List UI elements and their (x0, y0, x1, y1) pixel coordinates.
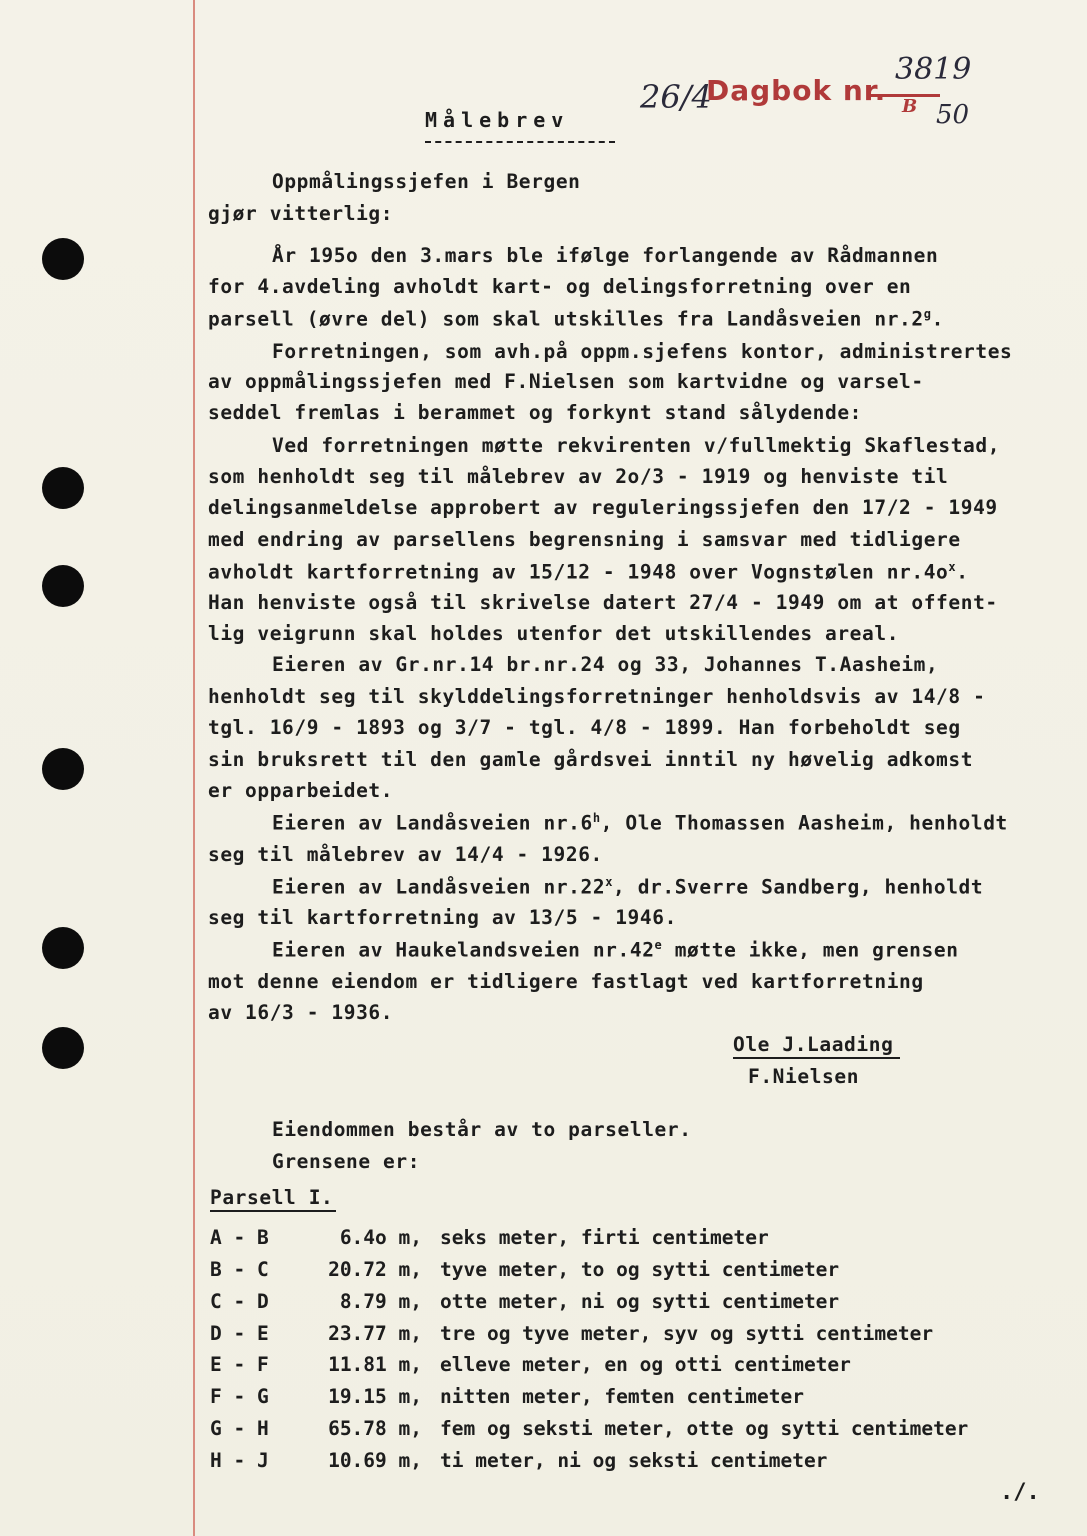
body-line: for 4.avdeling avholdt kart- og delingsforretning over en (208, 275, 912, 298)
body-line: Eieren av Landåsveien nr.6$^h$, Ole Thomassen Aasheim, henholdt (272, 811, 1008, 835)
signature-1: Ole J.Laading (733, 1033, 894, 1056)
stamp-letter: B (902, 96, 918, 117)
body-line: er opparbeidet. (208, 779, 394, 802)
body-line: delingsanmeldelse approbert av reguleringssjefen den 17/2 - 1949 (208, 496, 998, 519)
body-line: avholdt kartforretning av 15/12 - 1948 over Vognstølen $nr.4o^x$. (208, 560, 969, 584)
superscript: g (923, 307, 932, 321)
boundary-segment: H - J (210, 1449, 269, 1472)
signature-2: F.Nielsen (748, 1065, 860, 1088)
body-line: med endring av parsellens begrensning i samsvar med tidligere (208, 528, 961, 551)
boundary-text: elleve meter, en og otti centimeter (440, 1353, 851, 1376)
boundary-length: 19.15 m, (328, 1385, 422, 1408)
body-line: tgl. 16/9 - 1893 og 3/7 - tgl. 4/8 - 1899. Han forbeholdt seg (208, 716, 961, 739)
intro-line: Eiendommen består av to parseller. (272, 1118, 692, 1141)
superscript: x (605, 875, 614, 889)
superscript: e (654, 938, 663, 952)
boundary-segment: E - F (210, 1353, 269, 1376)
boundary-text: seks meter, firti centimeter (440, 1226, 769, 1249)
punch-hole (42, 565, 84, 607)
parcel-heading-underline (210, 1210, 336, 1212)
intro-line: Grensene er: (272, 1150, 421, 1173)
continuation-mark: ./. (1000, 1480, 1040, 1505)
boundary-length: 23.77 m, (328, 1322, 422, 1345)
boundary-segment: G - H (210, 1417, 269, 1440)
handwritten-number: 3819 (895, 52, 972, 87)
body-line: sin bruksrett til den gamle gårdsvei inntil ny høvelig adkomst (208, 748, 974, 771)
handwritten-date: 26/4 (640, 78, 712, 116)
body-line: lig veigrunn skal holdes utenfor det utskillendes areal. (208, 622, 900, 645)
body-line: Oppmålingssjefen i Bergen (272, 170, 581, 193)
margin-line (193, 0, 195, 1536)
boundary-length: 20.72 m, (328, 1258, 422, 1281)
superscript: h (592, 811, 601, 825)
boundary-segment: B - C (210, 1258, 269, 1281)
body-line: parsell (øvre del) som skal utskilles fra Landåsveien nr.2$^g$. (208, 307, 944, 331)
body-line: av oppmålingssjefen med F.Nielsen som kartvidne og varsel- (208, 370, 924, 393)
boundary-segment: D - E (210, 1322, 269, 1345)
document-title: Målebrev (425, 108, 570, 132)
body-line: henholdt seg til skylddelingsforretninger henholdsvis av 14/8 - (208, 685, 986, 708)
body-line: Han henviste også til skrivelse datert 27/4 - 1949 om at offent- (208, 591, 998, 614)
body-line: seddel fremlas i berammet og forkynt stand sålydende: (208, 401, 863, 424)
boundary-length: 10.69 m, (328, 1449, 422, 1472)
boundary-segment: A - B (210, 1226, 269, 1249)
boundary-text: tre og tyve meter, syv og sytti centimeter (440, 1322, 934, 1345)
boundary-text: otte meter, ni og sytti centimeter (440, 1290, 840, 1313)
boundary-text: tyve meter, to og sytti centimeter (440, 1258, 840, 1281)
body-line: Ved forretningen møtte rekvirenten v/fullmektig Skaflestad, (272, 434, 1001, 457)
punch-hole (42, 238, 84, 280)
superscript: x (948, 560, 957, 574)
boundary-text: ti meter, ni og seksti centimeter (440, 1449, 828, 1472)
title-underline (425, 141, 615, 143)
punch-hole (42, 927, 84, 969)
boundary-text: nitten meter, femten centimeter (440, 1385, 804, 1408)
body-line: av 16/3 - 1936. (208, 1001, 394, 1024)
parcel-heading: Parsell I. (210, 1186, 334, 1209)
punch-hole (42, 467, 84, 509)
body-line: gjør vitterlig: (208, 202, 394, 225)
punch-hole (42, 1027, 84, 1069)
boundary-length: 6.4o m, (339, 1226, 422, 1249)
body-line: seg til kartforretning av 13/5 - 1946. (208, 906, 677, 929)
body-line: som henholdt seg til målebrev av 2o/3 - 1919 og henviste til (208, 465, 949, 488)
body-line: Eieren av Landåsveien nr.22$^x$, dr.Sverre Sandberg, henholdt (272, 875, 984, 899)
body-line: År 195o den 3.mars ble ifølge forlangende av Rådmannen (272, 244, 939, 267)
body-line: seg til målebrev av 14/4 - 1926. (208, 843, 603, 866)
boundary-length: 11.81 m, (328, 1353, 422, 1376)
boundary-segment: F - G (210, 1385, 269, 1408)
boundary-length: 65.78 m, (328, 1417, 422, 1440)
body-line: Eieren av Haukelandsveien nr.42e møtte ikke, men grensen (272, 938, 959, 962)
signature-underline (733, 1057, 900, 1059)
punch-hole (42, 748, 84, 790)
body-line: mot denne eiendom er tidligere fastlagt ved kartforretning (208, 970, 924, 993)
boundary-text: fem og seksti meter, otte og sytti centimeter (440, 1417, 969, 1440)
dagbok-stamp: Dagbok nr. (706, 74, 887, 107)
body-line: Forretningen, som avh.på oppm.sjefens kontor, administrertes (272, 340, 1013, 363)
handwritten-year: 50 (936, 100, 970, 130)
boundary-length: 8.79 m, (339, 1290, 422, 1313)
boundary-segment: C - D (210, 1290, 269, 1313)
body-line: Eieren av Gr.nr.14 br.nr.24 og 33, Johannes T.Aasheim, (272, 653, 939, 676)
